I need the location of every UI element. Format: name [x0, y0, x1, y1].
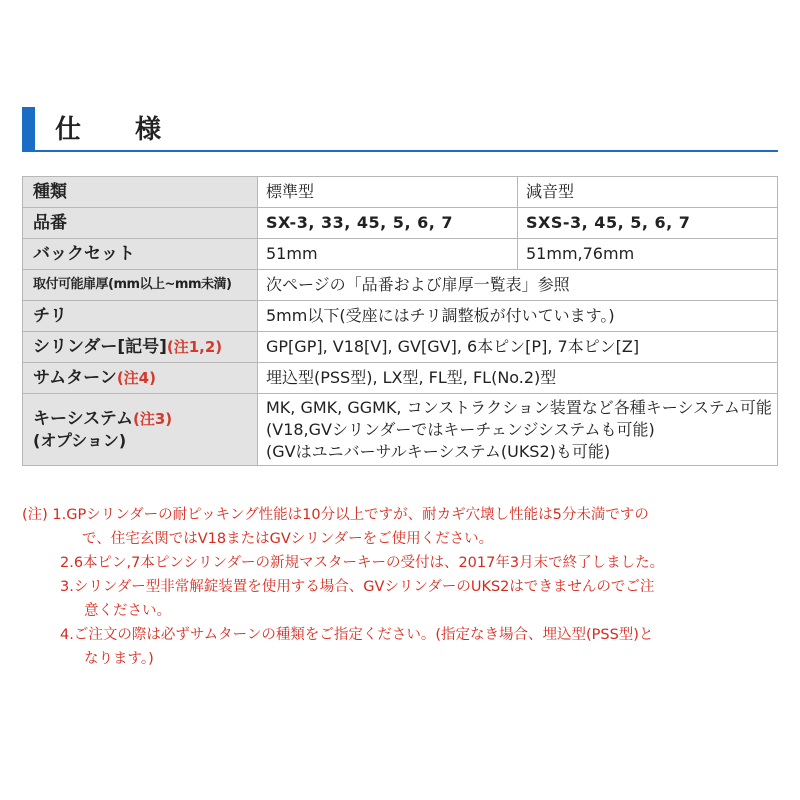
key-system-note-ref: (注3) — [132, 409, 173, 428]
thumbturn-value: 埋込型(PSS型), LX型, FL型, FL(No.2)型 — [258, 363, 778, 394]
table-row — [23, 332, 778, 363]
backset-silent: 51mm,76mm — [518, 239, 778, 270]
key-system-sublabel: (オプション) — [33, 430, 127, 450]
note-1-line: (注) 1.GPシリンダーの耐ピッキング性能は10分以上ですが、耐カギ穴壊し性能は5分未満ですの — [22, 507, 649, 523]
row-label-type: 種類 — [23, 177, 258, 208]
chiri-value: 5mm以下(受座にはチリ調整板が付いています。) — [258, 301, 778, 332]
table-row — [23, 208, 778, 239]
thumbturn-label: サムターン — [33, 368, 117, 388]
table-row — [23, 301, 778, 332]
thumbturn-note-ref: (注4) — [116, 369, 156, 387]
header-accent-bar — [22, 107, 35, 151]
note-2 — [22, 551, 782, 575]
table-row — [23, 270, 778, 301]
section-title: 仕 様 — [55, 114, 176, 145]
spec-table — [22, 176, 778, 466]
table-row — [23, 394, 778, 466]
section-header — [22, 108, 778, 152]
notes-block — [22, 503, 782, 671]
note-4 — [22, 623, 782, 671]
row-label-door-thickness: 取付可能扉厚(mm以上~mm未満) — [23, 270, 258, 301]
table-row — [23, 363, 778, 394]
row-label-key-system — [23, 394, 258, 466]
type-silent: 減音型 — [518, 177, 778, 208]
type-standard: 標準型 — [258, 177, 518, 208]
row-label-thumbturn — [23, 363, 258, 394]
row-label-chiri: チリ — [23, 301, 258, 332]
note-1-cont: で、住宅玄関ではV18またはGVシリンダーをご使用ください。 — [82, 531, 494, 547]
key-system-line: (GVはユニバーサルキーシステム(UKS2)も可能) — [266, 441, 611, 461]
table-row — [23, 177, 778, 208]
row-label-backset: バックセット — [23, 239, 258, 270]
note-3-line: 3.シリンダー型非常解錠装置を使用する場合、GVシリンダーのUKS2はできませんのでご注 — [60, 579, 655, 595]
door-thickness-value: 次ページの「品番および扉厚一覧表」参照 — [258, 270, 778, 301]
key-system-line: MK, GMK, GGMK, コンストラクション装置など各種キーシステム可能 — [266, 397, 772, 417]
key-system-line: (V18,GVシリンダーではキーチェンジシステムも可能) — [266, 419, 655, 439]
row-label-cylinder — [23, 332, 258, 363]
note-4-line: 4.ご注文の際は必ずサムターンの種類をご指定ください。(指定なき場合、埋込型(PSS型)と — [60, 627, 654, 643]
model-silent: SXS-3, 45, 5, 6, 7 — [518, 208, 778, 239]
table-row — [23, 239, 778, 270]
cylinder-value: GP[GP], V18[V], GV[GV], 6本ピン[P], 7本ピン[Z] — [258, 332, 778, 363]
key-system-value — [258, 394, 778, 466]
cylinder-label: シリンダー[記号] — [33, 337, 167, 357]
note-3-cont: 意ください。 — [84, 603, 171, 619]
row-label-model: 品番 — [23, 208, 258, 239]
model-standard: SX-3, 33, 45, 5, 6, 7 — [258, 208, 518, 239]
note-2-line: 2.6本ピン,7本ピンシリンダーの新規マスターキーの受付は、2017年3月末で終了しました。 — [60, 555, 665, 571]
cylinder-note-ref: (注1,2) — [166, 338, 223, 356]
key-system-label: キーシステム — [33, 408, 133, 429]
note-1 — [22, 503, 782, 551]
note-3 — [22, 575, 782, 623]
note-4-cont: なります。) — [84, 651, 154, 667]
backset-standard: 51mm — [258, 239, 518, 270]
